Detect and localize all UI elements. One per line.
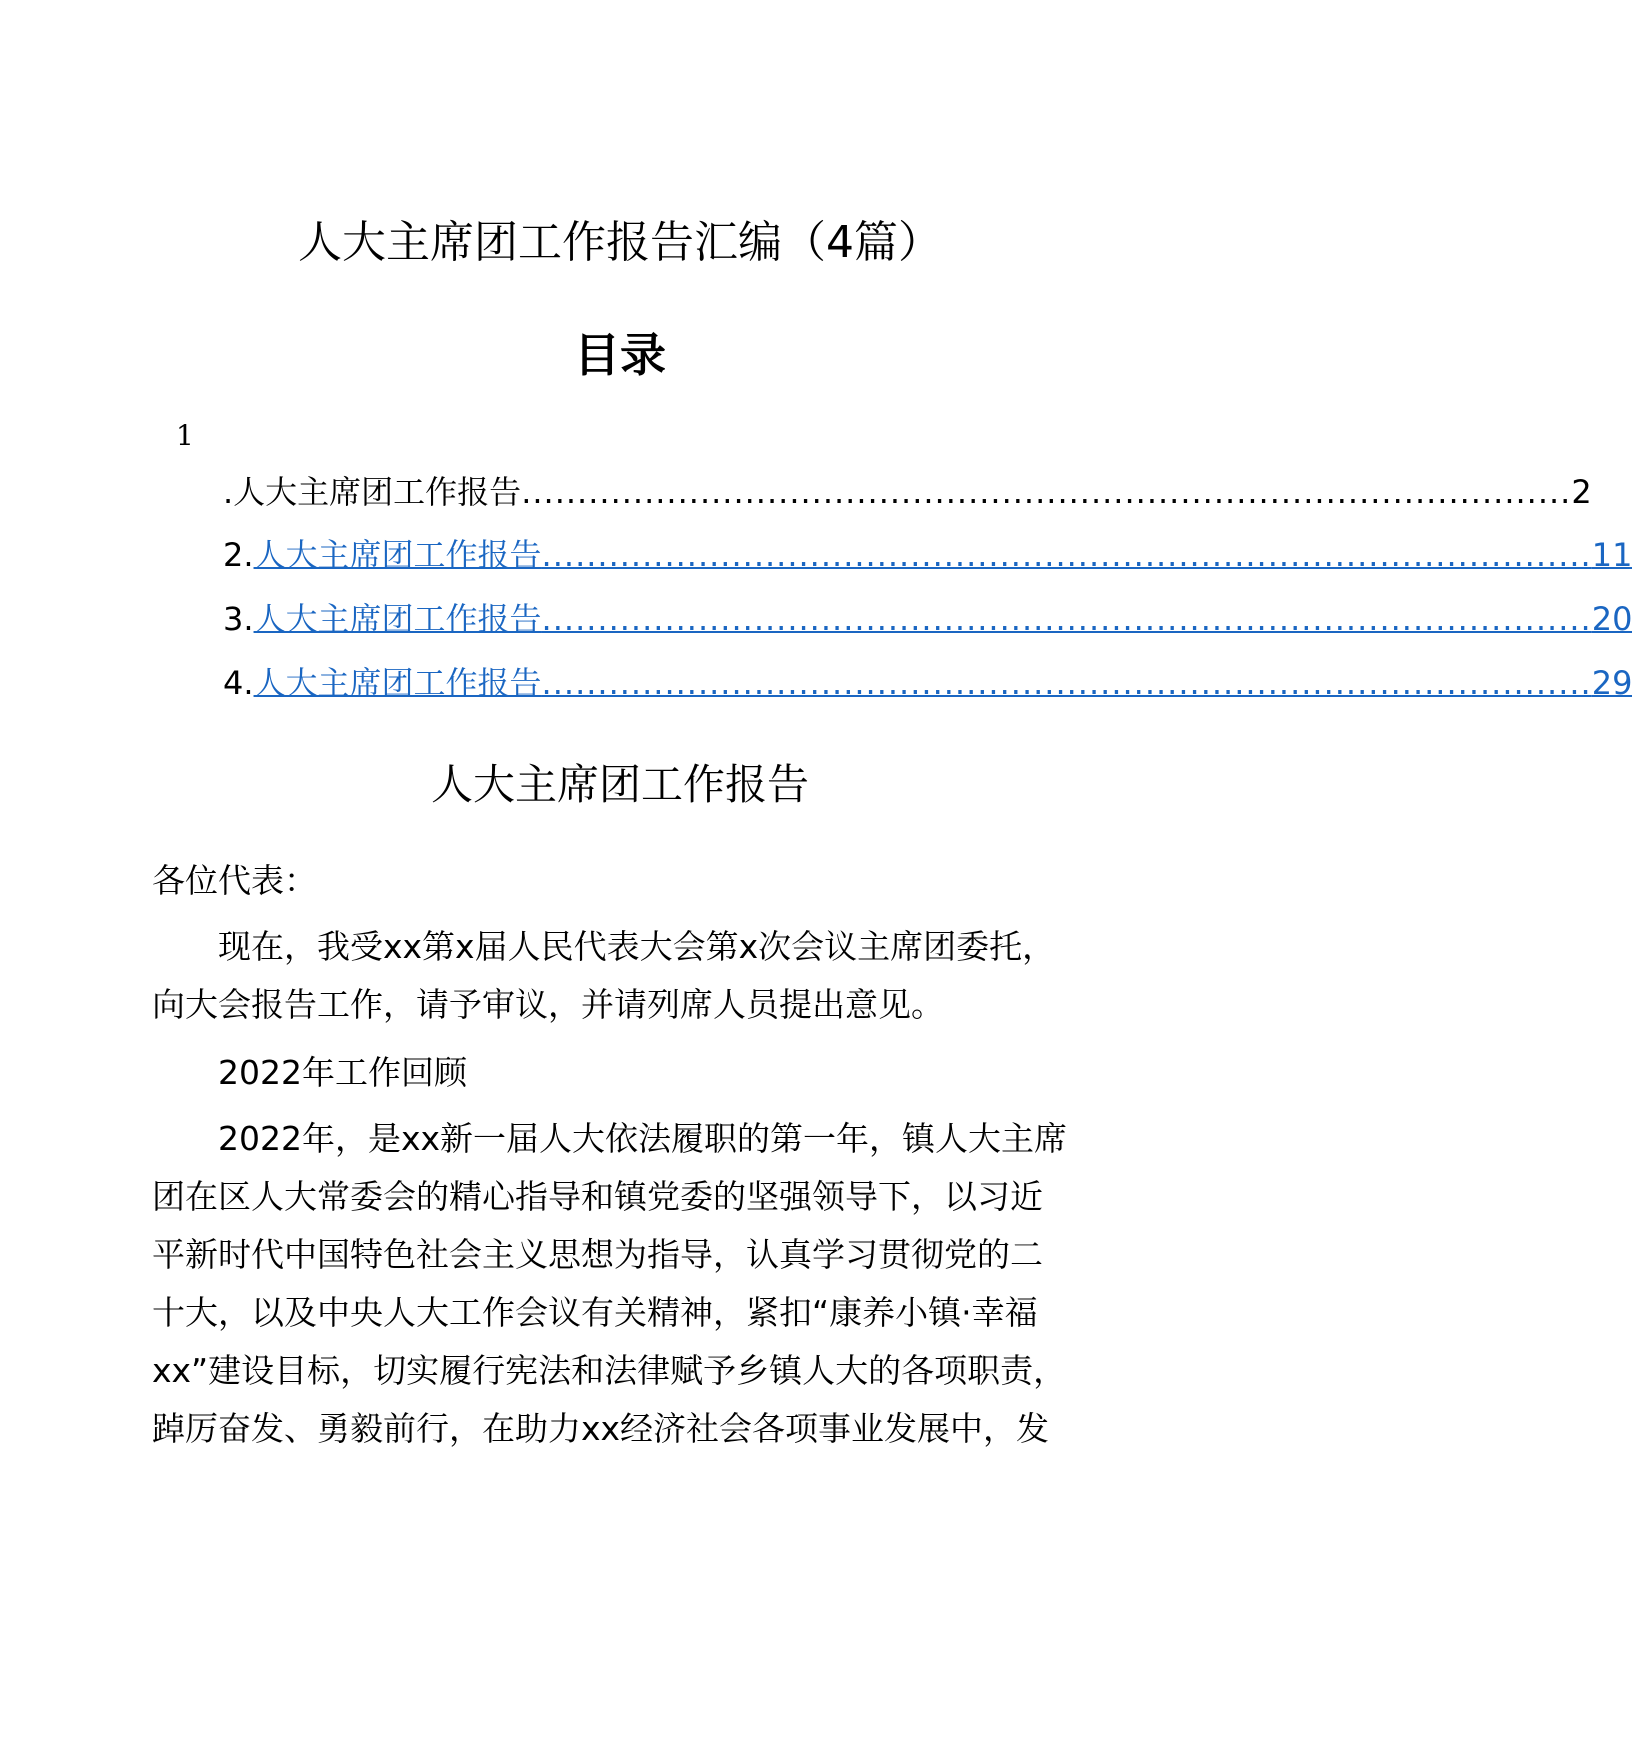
paragraph-line: 踔厉奋发、勇毅前行，在助力xx经济社会各项事业发展中，发 bbox=[152, 1409, 1050, 1448]
salutation-text: 各位代表： bbox=[152, 861, 317, 900]
toc-entry-link[interactable] bbox=[253, 533, 1632, 577]
toc-entry-2[interactable] bbox=[223, 533, 1632, 577]
paragraph-line: 平新时代中国特色社会主义思想为指导，认真学习贯彻党的二 bbox=[152, 1235, 1043, 1274]
paragraph-line: xx”建设目标，切实履行宪法和法律赋予乡镇人大的各项职责， bbox=[152, 1351, 1067, 1390]
toc-leader-dots: .............................................................................................. bbox=[521, 473, 1572, 511]
toc-entry-text: 人大主席团工作报告 bbox=[253, 600, 542, 638]
toc-entry-number: 2. bbox=[223, 536, 254, 574]
toc-entry-link[interactable] bbox=[253, 597, 1632, 641]
paragraph-line: 向大会报告工作，请予审议，并请列席人员提出意见。 bbox=[152, 985, 944, 1024]
toc-entry-page: 29 bbox=[1591, 664, 1632, 702]
toc-entry-page: 11 bbox=[1591, 536, 1632, 574]
toc-leader-dots: .............................................................................................. bbox=[541, 536, 1592, 574]
toc-entry-3[interactable] bbox=[223, 597, 1632, 641]
section-title: 人大主席团工作报告 bbox=[430, 760, 809, 809]
salutation bbox=[152, 852, 1102, 910]
review-heading-text: 2022年工作回顾 bbox=[218, 1053, 467, 1092]
toc-leader-dots: .............................................................................................. bbox=[541, 600, 1592, 638]
toc-heading: 目录 bbox=[574, 328, 666, 382]
paragraph-line: 现在，我受xx第x届人民代表大会第x次会议主席团委托， bbox=[218, 927, 1056, 966]
paragraph-line: 团在区人大常委会的精心指导和镇党委的坚强领导下，以习近 bbox=[152, 1177, 1043, 1216]
toc-entry-4[interactable] bbox=[223, 661, 1632, 705]
toc-entry-page: 20 bbox=[1591, 600, 1632, 638]
review-heading bbox=[152, 1044, 1102, 1102]
toc-entry-text: 人大主席团工作报告 bbox=[253, 536, 542, 574]
toc-entry-number: 3. bbox=[223, 600, 254, 638]
toc-entry-text: .人大主席团工作报告 bbox=[223, 473, 522, 511]
toc-entry-page: 2 bbox=[1571, 473, 1592, 511]
toc-entry-link[interactable] bbox=[253, 661, 1632, 705]
toc-entry-link[interactable] bbox=[223, 470, 1592, 514]
toc-entry-text: 人大主席团工作报告 bbox=[253, 664, 542, 702]
paragraph-intro bbox=[152, 918, 1102, 1034]
paragraph-line: 2022年，是xx新一届人大依法履职的第一年，镇人大主席 bbox=[218, 1119, 1068, 1158]
paragraph-line: 十大，以及中央人大工作会议有关精神，紧扣“康养小镇·幸福 bbox=[152, 1293, 1038, 1332]
toc-entry-number: 4. bbox=[223, 664, 254, 702]
toc-leader-dots: .............................................................................................. bbox=[541, 664, 1592, 702]
toc-marker: 1 bbox=[176, 419, 194, 452]
document-title: 人大主席团工作报告汇编（4篇） bbox=[298, 217, 942, 268]
toc-entry-1[interactable] bbox=[223, 470, 1592, 514]
paragraph-review bbox=[152, 1110, 1102, 1458]
